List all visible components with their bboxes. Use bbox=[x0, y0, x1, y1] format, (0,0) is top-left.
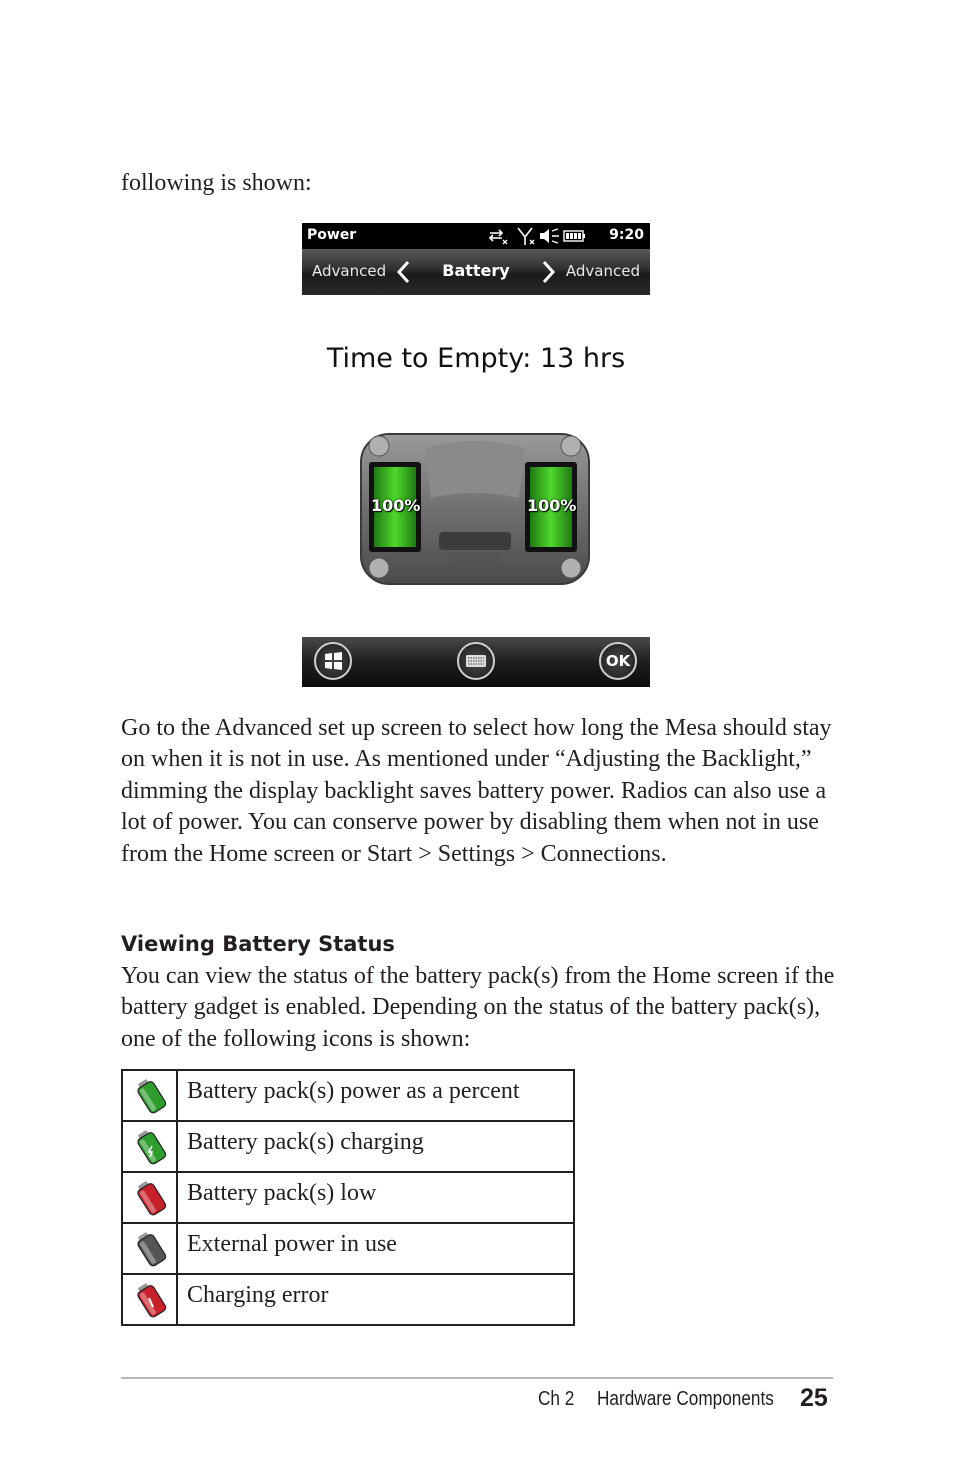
icon-cell bbox=[122, 1070, 177, 1121]
table-row bbox=[122, 1070, 574, 1121]
charging-error-icon bbox=[133, 1281, 169, 1319]
time-to-empty: Time to Empty: 13 hrs bbox=[326, 343, 626, 374]
status-bar bbox=[302, 223, 650, 249]
paragraph-advanced-setup: Go to the Advanced set up screen to select how long the Mesa should stay on when it is not in use. As mentioned under “Adjusting the Backlight,” dimming the display backlight saves battery power. Radios can also use a lot of power. You can conserve power by disabling them when not in use from the Home screen or Start > Settings > Connections. bbox=[121, 715, 832, 867]
battery-left-percent: 100% bbox=[371, 496, 421, 515]
chevron-right-icon[interactable] bbox=[540, 259, 558, 285]
nav-current-label: Battery bbox=[442, 261, 510, 280]
page-navigation-bar bbox=[302, 249, 650, 295]
battery-green-icon bbox=[133, 1077, 169, 1115]
battery-low-icon bbox=[133, 1179, 169, 1217]
table-row bbox=[122, 1274, 574, 1325]
sync-off-icon bbox=[490, 230, 507, 244]
windows-start-icon bbox=[316, 644, 350, 678]
page-number: 25 bbox=[800, 1384, 828, 1412]
icon-cell bbox=[122, 1172, 177, 1223]
intro-text: following is shown: bbox=[121, 170, 312, 196]
icon-description: Charging error bbox=[177, 1274, 574, 1325]
footer-rule bbox=[121, 1377, 833, 1379]
battery-icon bbox=[564, 231, 585, 241]
status-icons bbox=[488, 225, 588, 247]
icon-cell bbox=[122, 1274, 177, 1325]
keyboard-icon bbox=[459, 644, 493, 678]
section-heading: Viewing Battery Status bbox=[121, 932, 395, 956]
battery-charging-icon bbox=[133, 1128, 169, 1166]
power-screen-screenshot bbox=[302, 223, 650, 687]
footer-chapter: Ch 2 bbox=[538, 1388, 575, 1410]
nav-prev-label[interactable]: Advanced bbox=[312, 262, 387, 280]
table-row bbox=[122, 1121, 574, 1172]
icon-description: Battery pack(s) power as a percent bbox=[177, 1070, 574, 1121]
softkey-bar bbox=[302, 637, 650, 687]
keyboard-button[interactable] bbox=[457, 642, 495, 680]
signal-off-icon bbox=[518, 228, 534, 245]
footer-section: Hardware Components bbox=[597, 1388, 774, 1410]
battery-icon-table bbox=[121, 1069, 575, 1326]
table-row bbox=[122, 1172, 574, 1223]
table-row bbox=[122, 1223, 574, 1274]
paragraph-battery-status: You can view the status of the battery pack(s) from the Home screen if the battery gadget is enabled. Depending on the status of the battery pack(s), one of the following icons is shown: bbox=[121, 963, 835, 1052]
icon-cell bbox=[122, 1121, 177, 1172]
external-power-icon bbox=[133, 1230, 169, 1268]
battery-right-percent: 100% bbox=[527, 496, 577, 515]
icon-cell bbox=[122, 1223, 177, 1274]
ok-button[interactable]: OK bbox=[599, 642, 637, 680]
icon-description: Battery pack(s) charging bbox=[177, 1121, 574, 1172]
icon-description: External power in use bbox=[177, 1223, 574, 1274]
status-time: 9:20 bbox=[609, 227, 644, 243]
nav-next-label[interactable]: Advanced bbox=[565, 262, 640, 280]
status-title: Power bbox=[307, 227, 357, 243]
icon-description: Battery pack(s) low bbox=[177, 1172, 574, 1223]
speaker-muted-icon bbox=[540, 229, 559, 243]
start-button[interactable] bbox=[314, 642, 352, 680]
